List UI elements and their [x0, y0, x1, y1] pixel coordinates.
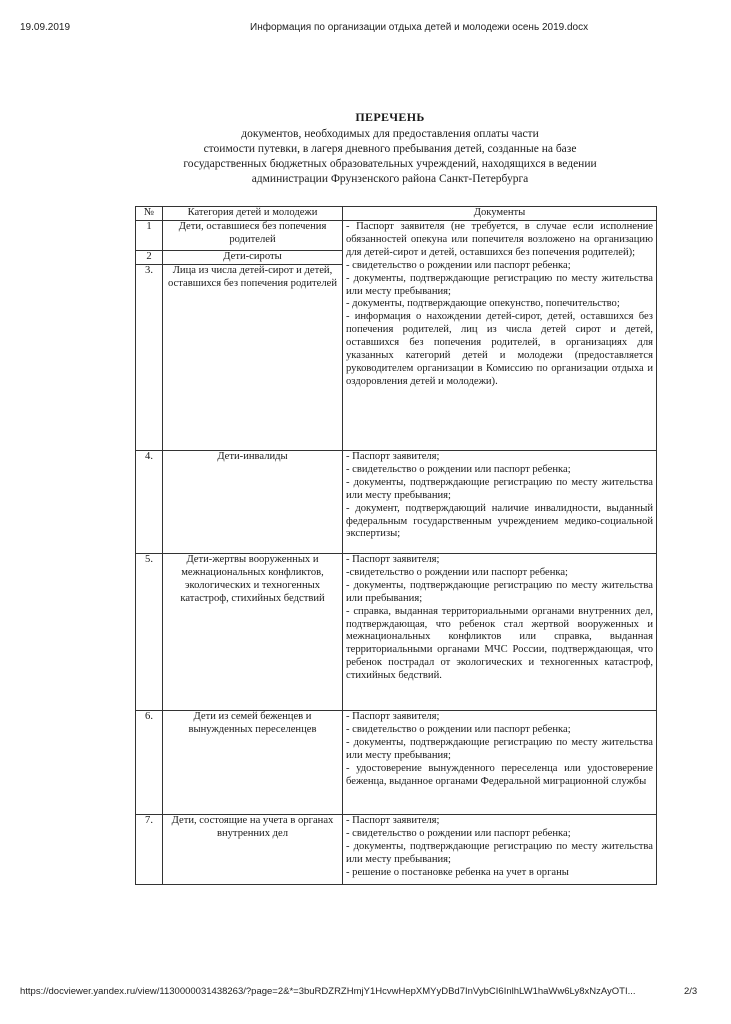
document-item: - информация о нахождении детей-сирот, детей, оставшихся без попечения родителей, лиц из числа детей сирот и детей, оставшихся без попечения родителей, в организациях для указанных категорий детей и молодежи (предоставляется руководителем организации в Комиссию по организации отдыха и оздоровления детей и молодежи). — [346, 311, 653, 387]
page-url[interactable]: https://docviewer.yandex.ru/view/1130000031438263/?page=2&*=3buRDZRZHmjY1HcvwHepXMYyDBd7InVybCI6InlhLW1haWw6Ly8xNzAyOTI... — [20, 986, 636, 997]
row-number: 6. — [136, 711, 163, 815]
row-documents — [343, 221, 657, 451]
document-item: - документ, подтверждающий наличие инвалидности, выданный федеральным государственным учреждением медико-социальной экспертизы; — [346, 502, 653, 540]
print-date: 19.09.2019 — [20, 22, 71, 33]
subheading-line: администрации Фрунзенского района Санкт-Петербурга — [251, 173, 529, 185]
document-item: - решение о постановке ребенка на учет в органы — [346, 866, 569, 878]
print-header — [0, 22, 731, 36]
row-category: Лица из числа детей-сирот и детей, оставшихся без попечения родителей — [163, 265, 343, 451]
document-item: - свидетельство о рождении или паспорт ребенка; — [346, 259, 571, 271]
row-category: Дети-инвалиды — [163, 451, 343, 554]
row-documents — [343, 554, 657, 711]
row-category: Дети из семей беженцев и вынужденных переселенцев — [163, 711, 343, 815]
table-row — [136, 711, 657, 815]
table-row — [136, 451, 657, 554]
document-item: - свидетельство о рождении или паспорт ребенка; — [346, 827, 571, 839]
document-item: - Паспорт заявителя; — [346, 711, 440, 722]
row-number: 4. — [136, 451, 163, 554]
subheading-line: государственных бюджетных образовательных учреждений, находящихся в ведении — [183, 158, 597, 170]
row-category: Дети, состоящие на учета в органах внутренних дел — [163, 815, 343, 885]
document-heading: ПЕРЕЧЕНЬ — [355, 110, 425, 124]
documents-table — [135, 206, 657, 885]
document-item: - документы, подтверждающие регистрацию по месту жительства или месту пребывания; — [346, 272, 653, 297]
row-number: 7. — [136, 815, 163, 885]
document-title-block — [120, 110, 660, 187]
page-number: 2/3 — [684, 986, 698, 997]
document-item: - документы, подтверждающие регистрацию по месту жительства или пребывания; — [346, 579, 653, 604]
document-file-name: Информация по организации отдыха детей и молодежи осень 2019.docx — [250, 22, 589, 33]
row-documents — [343, 451, 657, 554]
row-documents — [343, 815, 657, 885]
table-row — [136, 221, 657, 251]
column-header-number: № — [136, 207, 163, 221]
row-number: 5. — [136, 554, 163, 711]
document-item: - документы, подтверждающие регистрацию по месту жительства или месту пребывания; — [346, 840, 653, 865]
subheading-line: стоимости путевки, в лагеря дневного пребывания детей, созданные на базе — [203, 143, 577, 155]
row-category: Дети, оставшиеся без попечения родителей — [163, 221, 343, 251]
column-header-documents: Документы — [343, 207, 657, 221]
row-category: Дети-сироты — [163, 251, 343, 265]
document-item: - документы, подтверждающие регистрацию по месту жительства или месту пребывания; — [346, 476, 653, 501]
document-item: - свидетельство о рождении или паспорт ребенка; — [346, 463, 571, 475]
row-number: 1 — [136, 221, 163, 251]
document-item: - Паспорт заявителя; — [346, 815, 440, 826]
subheading-line: документов, необходимых для предоставления оплаты части — [241, 128, 539, 140]
document-item: - документы, подтверждающие опекунство, попечительство; — [346, 298, 620, 310]
table-row — [136, 815, 657, 885]
row-documents — [343, 711, 657, 815]
document-item: - документы, подтверждающие регистрацию по месту жительства или месту пребывания; — [346, 736, 653, 761]
document-item: - Паспорт заявителя (не требуется, в случае если исполнение обязанностей опекуна или попечителя возложено на организацию для детей-сирот и детей, оставшихся без попечения родителей); — [346, 221, 653, 258]
document-subheading — [120, 127, 660, 187]
table-header-row — [136, 207, 657, 221]
row-number: 2 — [136, 251, 163, 265]
row-category: Дети-жертвы вооруженных и межнациональных конфликтов, экологических и техногенных катастроф, стихийных бедствий — [163, 554, 343, 711]
document-item: - Паспорт заявителя; — [346, 554, 440, 565]
table-row — [136, 554, 657, 711]
document-item: - справка, выданная территориальными органами внутренних дел, подтверждающая, что ребенок стал жертвой вооруженных и межнациональных конфликтов или справка, выданная территориальными органами МЧС России, подтверждающая, что ребенок пострадал от экологических и техногенных катастроф, стихийных бедствий. — [346, 605, 653, 682]
document-item: - удостоверение вынужденного переселенца или удостоверение беженца, выданное органами Федеральной миграционной службы — [346, 762, 653, 787]
row-number: 3. — [136, 265, 163, 451]
document-item: -свидетельство о рождении или паспорт ребенка; — [346, 566, 568, 578]
column-header-category: Категория детей и молодежи — [163, 207, 343, 221]
print-footer — [0, 986, 731, 1000]
document-item: - свидетельство о рождении или паспорт ребенка; — [346, 723, 571, 735]
document-item: - Паспорт заявителя; — [346, 451, 440, 462]
